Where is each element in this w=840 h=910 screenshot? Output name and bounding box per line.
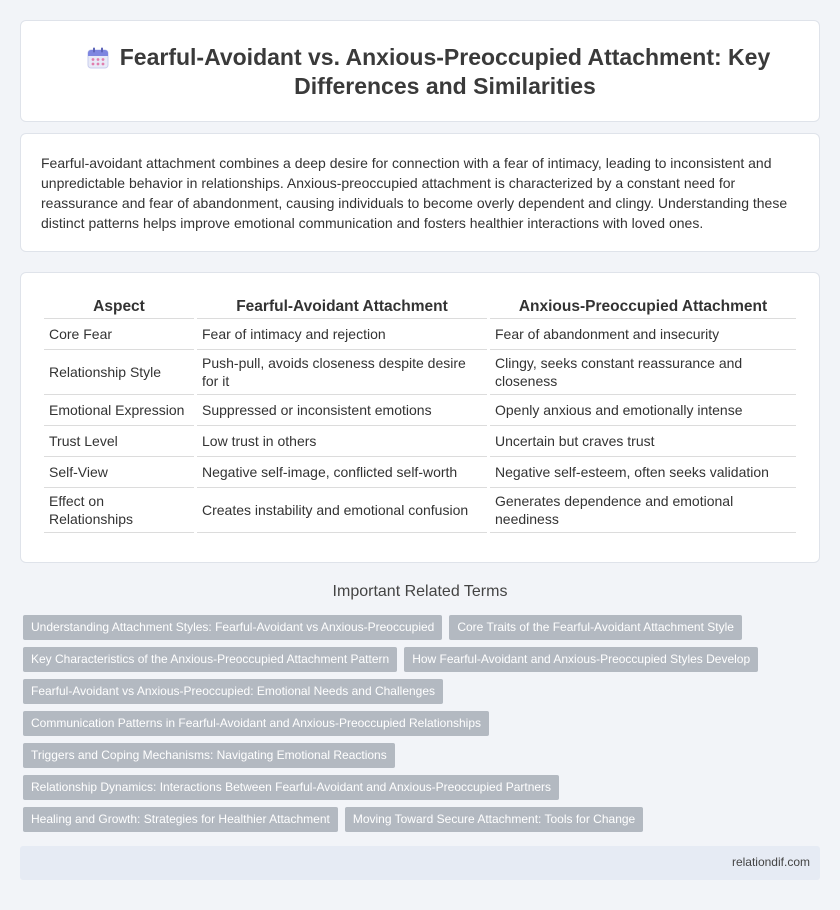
header-anxious-preoccupied: Anxious-Preoccupied Attachment (490, 295, 796, 319)
related-term-tag[interactable]: Communication Patterns in Fearful-Avoidant and Anxious-Preoccupied Relationships (23, 711, 489, 736)
title-card (20, 20, 820, 122)
table-cell: Low trust in others (197, 426, 487, 457)
table-cell: Emotional Expression (44, 395, 194, 426)
related-terms-list (23, 615, 803, 839)
related-term-tag[interactable]: Triggers and Coping Mechanisms: Navigating Emotional Reactions (23, 743, 395, 768)
related-term-tag[interactable]: Understanding Attachment Styles: Fearful-Avoidant vs Anxious-Preoccupied (23, 615, 442, 640)
comparison-card (20, 272, 820, 563)
table-cell: Effect on Relationships (44, 488, 194, 533)
intro-paragraph: Fearful-avoidant attachment combines a deep desire for connection with a fear of intimacy, leading to inconsistent and unpredictable behavior in relationships. Anxious-preoccupied attachment is characterized by a constant need for reassurance and fear of abandonment, causing individuals to become overly dependent and clingy. Understanding these distinct patterns helps improve emotional communication and fosters healthier interactions with loved ones. (41, 155, 788, 231)
table-cell: Generates dependence and emotional neediness (490, 488, 796, 533)
table-cell: Fear of intimacy and rejection (197, 319, 487, 350)
table-cell: Push-pull, avoids closeness despite desire for it (197, 350, 487, 395)
related-terms-title: Important Related Terms (332, 583, 508, 600)
table-cell: Core Fear (44, 319, 194, 350)
table-cell: Clingy, seeks constant reassurance and closeness (490, 350, 796, 395)
table-cell: Openly anxious and emotionally intense (490, 395, 796, 426)
table-row (44, 457, 796, 488)
table-cell: Uncertain but craves trust (490, 426, 796, 457)
related-term-tag[interactable]: Fearful-Avoidant vs Anxious-Preoccupied: Emotional Needs and Challenges (23, 679, 443, 704)
table-row (44, 488, 796, 533)
page-title: Fearful-Avoidant vs. Anxious-Preoccupied Attachment: Key Differences and Similarities (119, 44, 771, 99)
header-fearful-avoidant: Fearful-Avoidant Attachment (197, 295, 487, 319)
comparison-table (41, 295, 799, 533)
related-term-tag[interactable]: Relationship Dynamics: Interactions Between Fearful-Avoidant and Anxious-Preoccupied Partners (23, 775, 559, 800)
intro-card (20, 133, 820, 252)
table-cell: Trust Level (44, 426, 194, 457)
header-aspect: Aspect (44, 295, 194, 319)
related-term-tag[interactable]: Core Traits of the Fearful-Avoidant Attachment Style (449, 615, 742, 640)
table-row (44, 350, 796, 395)
table-header-row (44, 295, 796, 319)
table-row (44, 395, 796, 426)
related-term-tag[interactable]: Healing and Growth: Strategies for Healthier Attachment (23, 807, 338, 832)
table-cell: Negative self-esteem, often seeks validation (490, 457, 796, 488)
table-cell: Self-View (44, 457, 194, 488)
table-row (44, 319, 796, 350)
related-term-tag[interactable]: Key Characteristics of the Anxious-Preoccupied Attachment Pattern (23, 647, 397, 672)
table-cell: Relationship Style (44, 350, 194, 395)
footer-site-link[interactable]: relationdif.com (731, 855, 810, 869)
table-cell: Fear of abandonment and insecurity (490, 319, 796, 350)
table-cell: Creates instability and emotional confusion (197, 488, 487, 533)
related-term-tag[interactable]: Moving Toward Secure Attachment: Tools for Change (345, 807, 643, 832)
footer (20, 846, 820, 880)
related-term-tag[interactable]: How Fearful-Avoidant and Anxious-Preoccupied Styles Develop (404, 647, 758, 672)
table-cell: Suppressed or inconsistent emotions (197, 395, 487, 426)
table-cell: Negative self-image, conflicted self-worth (197, 457, 487, 488)
table-row (44, 426, 796, 457)
